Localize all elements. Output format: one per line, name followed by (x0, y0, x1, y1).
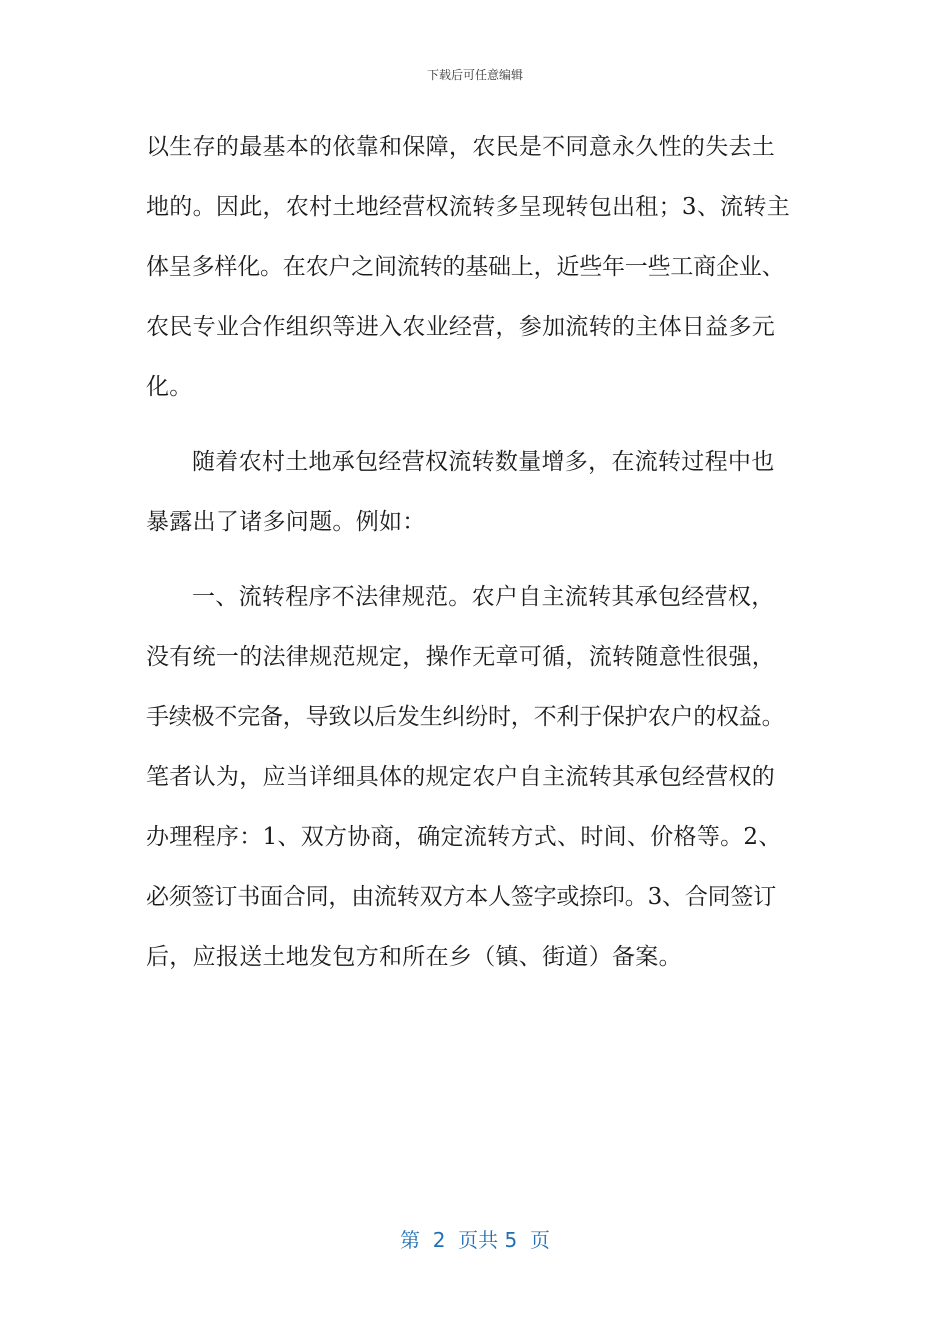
text-line: 暴露出了诸多问题。例如： (146, 509, 426, 535)
text-line: 以生存的最基本的依靠和保障，农民是不同意永久性的失去土 (146, 134, 776, 160)
text-line: 化。 (146, 374, 193, 400)
text-line: 必须签订书面合同，由流转双方本人签字或捺印。3、合同签订 (146, 884, 777, 910)
text-line: 后，应报送土地发包方和所在乡（镇、街道）备案。 (146, 944, 682, 970)
text-line: 办理程序：1、双方协商，确定流转方式、时间、价格等。2、 (146, 824, 782, 850)
document-body (146, 123, 811, 993)
text-line: 笔者认为，应当详细具体的规定农户自主流转其承包经营权的 (146, 764, 776, 790)
text-line: 手续极不完备，导致以后发生纠纷时，不利于保护农户的权益。 (146, 704, 785, 730)
text-line: 一、流转程序不法律规范。农户自主流转其承包经营权， (192, 584, 775, 610)
text-line: 没有统一的法律规范规定，操作无章可循，流转随意性很强， (146, 644, 776, 670)
text-line: 体呈多样化。在农户之间流转的基础上，近些年一些工商企业、 (146, 254, 785, 280)
text-line: 随着农村土地承包经营权流转数量增多，在流转过程中也 (192, 449, 775, 475)
page-number: 第 2 页共 5 页 (400, 1228, 550, 1252)
text-line: 地的。因此，农村土地经营权流转多呈现转包出租；3、流转主 (146, 194, 791, 220)
header-note: 下载后可任意编辑 (426, 68, 523, 82)
text-line: 农民专业合作组织等进入农业经营，参加流转的主体日益多元 (146, 314, 776, 340)
